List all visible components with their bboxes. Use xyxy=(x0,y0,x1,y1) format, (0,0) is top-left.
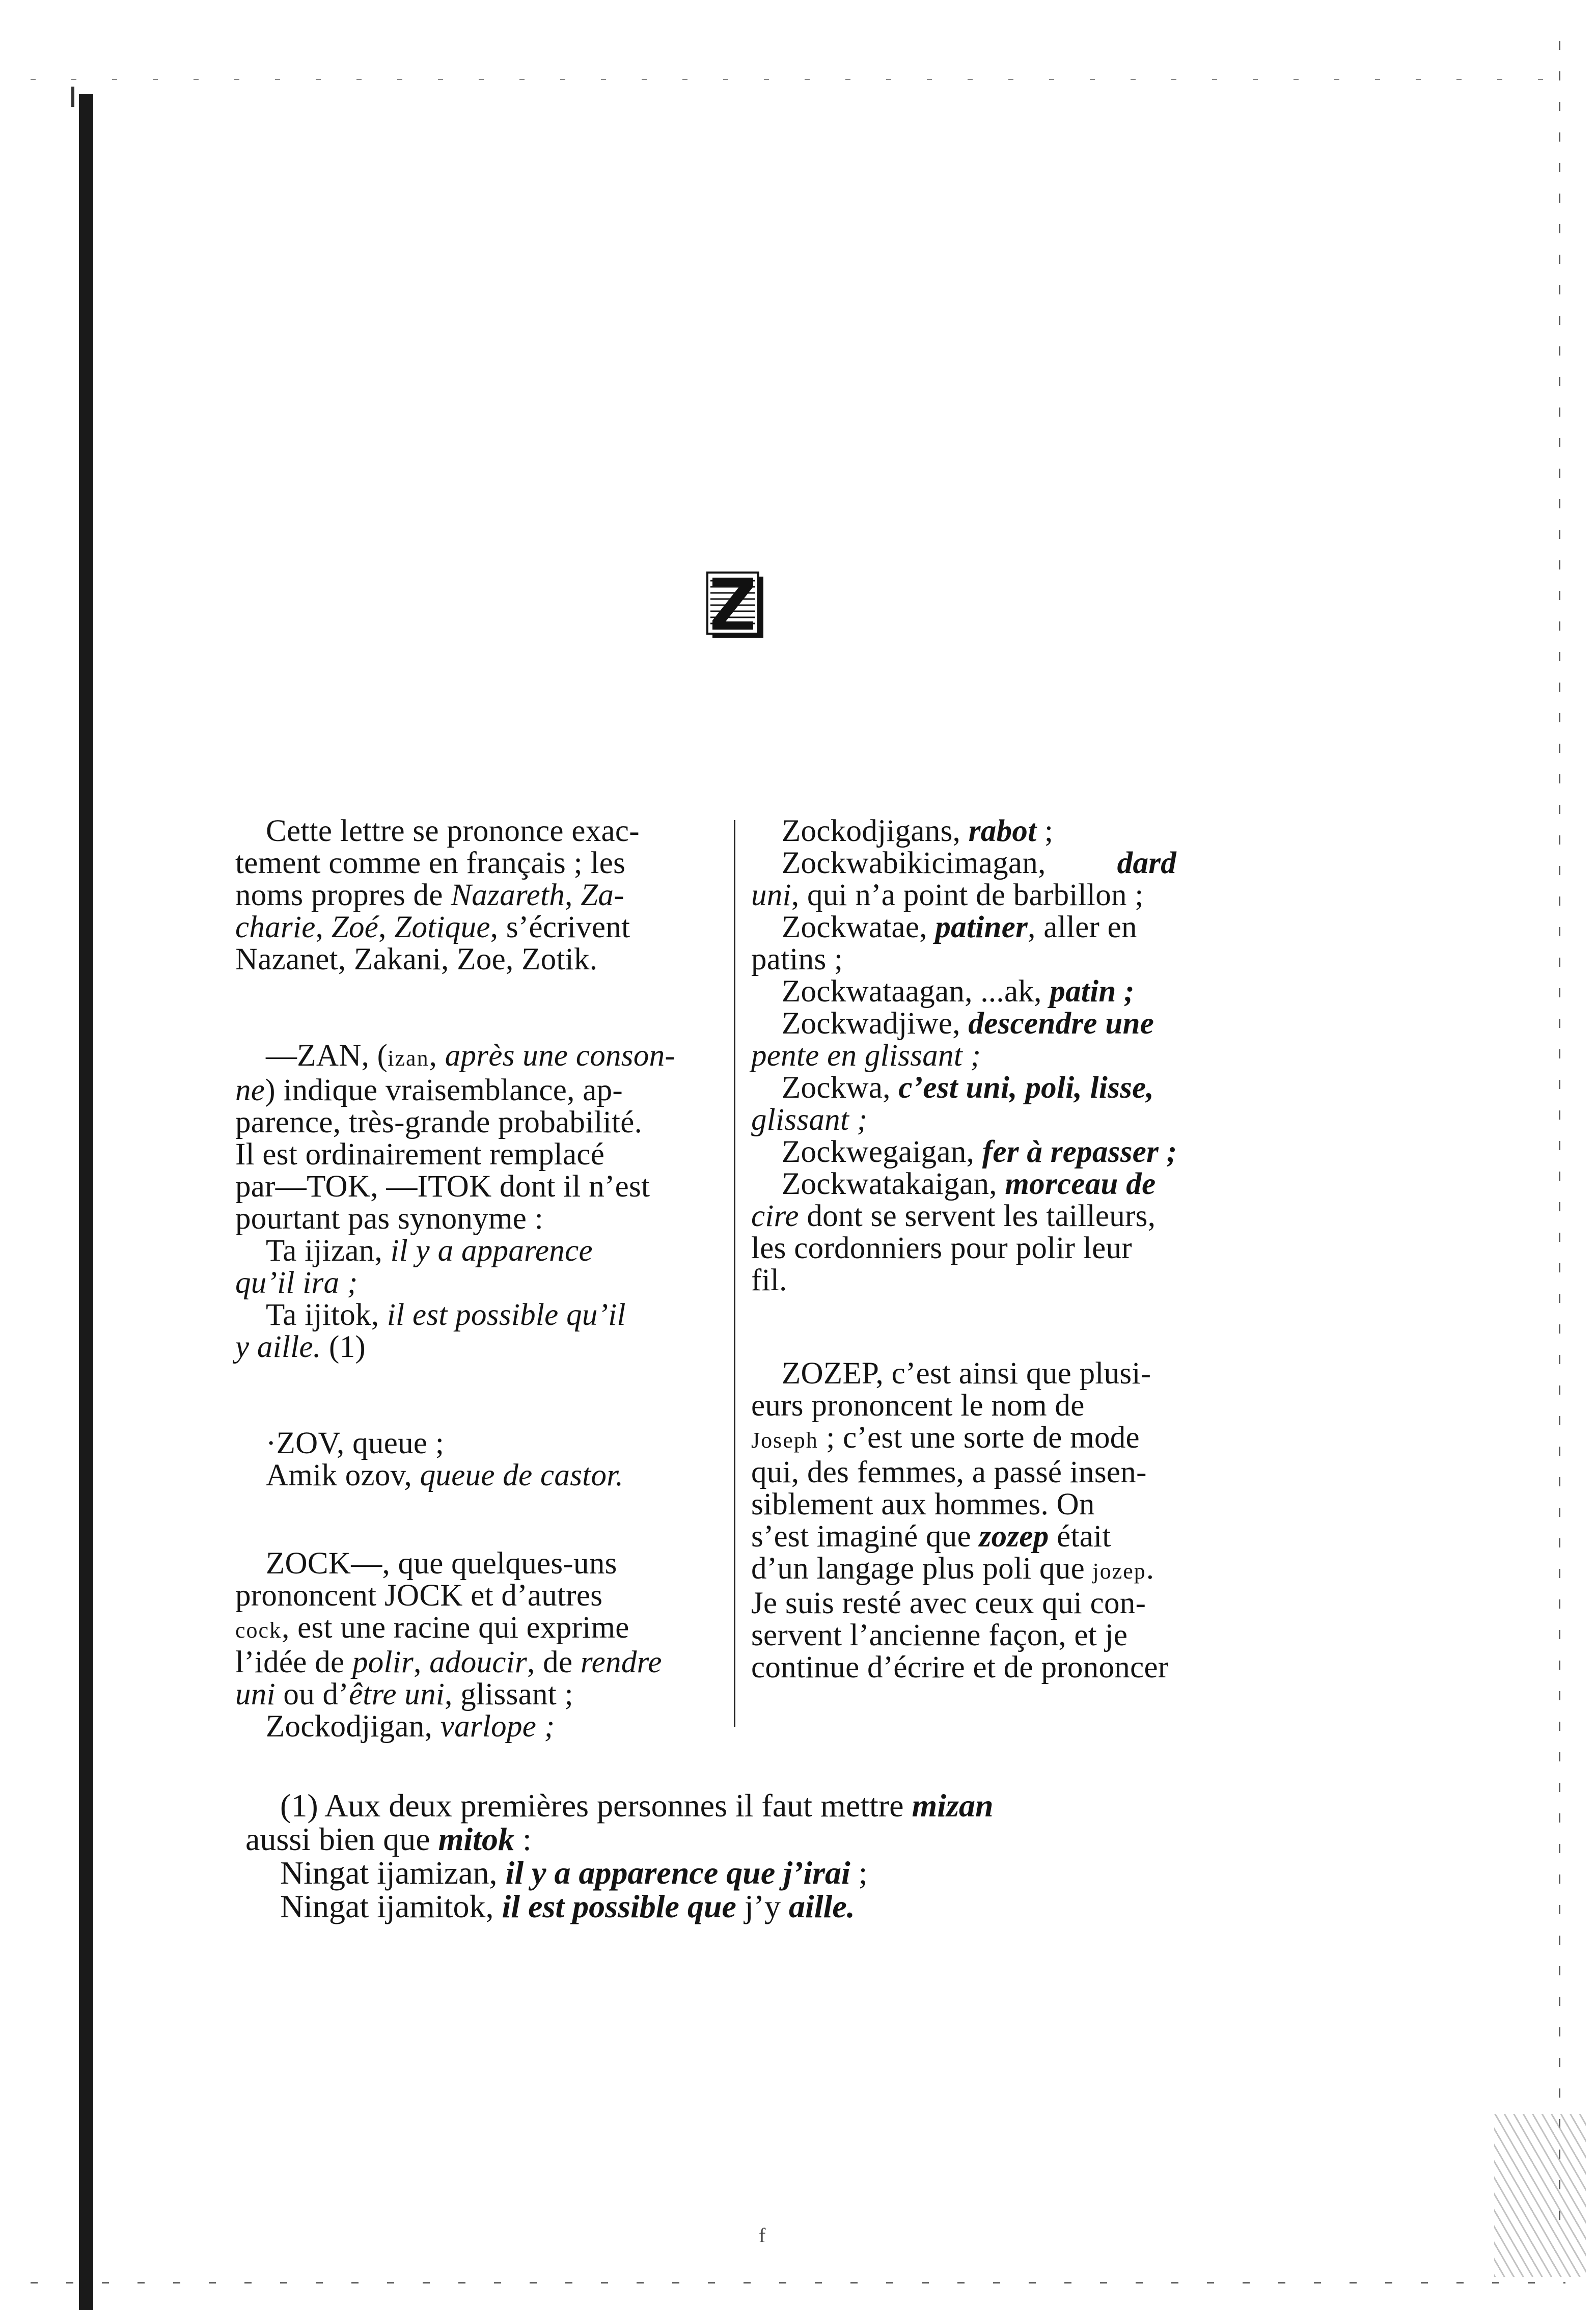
binding-edge-mark xyxy=(71,87,74,107)
entry-zozep xyxy=(751,1357,1246,1683)
entry-line: pente en glissant ; xyxy=(751,1039,981,1073)
entry-line: Zockwatae, patiner, aller en xyxy=(782,910,1137,944)
scan-noise xyxy=(1494,2114,1586,2277)
entry-line: Zockodjigans, rabot ; xyxy=(782,814,1054,848)
text-line: pourtant pas synonyme : xyxy=(235,1202,543,1236)
example-line: Zockodjigan, varlope ; xyxy=(266,1709,555,1744)
example-line: Amik ozov, queue de castor. xyxy=(266,1458,624,1492)
scan-artifact-top xyxy=(31,79,1565,80)
entry-line: Zockwadjiwe, descendre une xyxy=(782,1007,1154,1041)
spacer xyxy=(751,1296,1246,1357)
footnote xyxy=(245,1789,1254,1923)
spacer xyxy=(235,975,724,1040)
entry-heading: ZOCK—, que quelques-uns xyxy=(266,1546,617,1581)
text-line: charie, Zoé, Zotique, s’écrivent xyxy=(235,910,630,944)
footnote-text: aussi bien que mitok : xyxy=(245,1821,532,1857)
text-line: Cette lettre se prononce exac- xyxy=(266,814,640,848)
text-line: uni ou d’être uni, glissant ; xyxy=(235,1677,573,1711)
italic-name: Zotique xyxy=(394,910,490,944)
zock-derivatives xyxy=(751,815,1246,1296)
text-line: par—TOK, —ITOK dont il n’est xyxy=(235,1170,650,1204)
text-line: l’idée de polir, adoucir, de rendre xyxy=(235,1645,662,1679)
left-column xyxy=(235,815,724,1743)
entry-line: les cordonniers pour polir leur xyxy=(751,1231,1132,1265)
entry-line: cire dont se servent les tailleurs, xyxy=(751,1199,1156,1233)
italic-name: Za- xyxy=(581,878,624,912)
footnote-example: Ningat ijamitok, il est possible que j’y aille. xyxy=(280,1888,855,1924)
text-line: cock, est une racine qui exprime xyxy=(235,1611,629,1645)
entry-zan xyxy=(235,1040,724,1363)
entry-line: Zockwatakaigan, morceau de xyxy=(782,1167,1156,1201)
example-line: y aille. (1) xyxy=(235,1330,366,1364)
italic-name: Zoé xyxy=(331,910,379,944)
spacer xyxy=(235,1491,724,1547)
text-line: tement comme en français ; les xyxy=(235,846,626,880)
footnote-ref: (1) xyxy=(321,1330,366,1364)
text-line: ne) indique vraisemblance, ap- xyxy=(235,1073,623,1107)
entry-zov xyxy=(235,1427,724,1491)
intro-paragraph xyxy=(235,815,724,975)
footnote-example: Ningat ijamizan, il y a apparence que j’irai ; xyxy=(280,1855,868,1891)
svg-text:Z: Z xyxy=(733,609,735,612)
entry-line: patins ; xyxy=(751,942,843,976)
text-line: Nazanet, Zakani, Zoe, Zotik. xyxy=(235,942,598,976)
text-line: s’est imaginé que zozep était xyxy=(751,1519,1111,1554)
entry-heading: —ZAN, (izan, après une conson- xyxy=(266,1039,676,1073)
text-line: eurs prononcent le nom de xyxy=(751,1389,1085,1423)
text-line: Joseph ; c’est une sorte de mode xyxy=(751,1421,1140,1455)
right-column xyxy=(751,815,1246,1683)
text-line: prononcent JOCK et d’autres xyxy=(235,1579,603,1613)
italic-name: Nazareth xyxy=(451,878,565,912)
text-line: d’un langage plus poli que jozep. xyxy=(751,1552,1154,1586)
italic-name: charie xyxy=(235,910,316,944)
entry-heading: ·ZOV, queue ; xyxy=(266,1426,445,1460)
page-edge-right xyxy=(1559,41,1560,2231)
example-line: Ta ijitok, il est possible qu’il xyxy=(266,1298,626,1332)
example-line: Ta ijizan, il y a apparence xyxy=(266,1234,593,1268)
entry-heading: ZOZEP, c’est ainsi que plusi- xyxy=(782,1356,1151,1391)
text-line: Je suis resté avec ceux qui con- xyxy=(751,1586,1146,1620)
text-line: Il est ordinairement remplacé xyxy=(235,1137,605,1172)
footnote-text: (1) Aux deux premières personnes il faut mettre mizan xyxy=(280,1787,994,1824)
entry-line: Zockwa, c’est uni, poli, lisse, xyxy=(782,1071,1154,1105)
entry-line: Zockwabikicimagan, dard xyxy=(782,846,1177,880)
entry-line: uni, qui n’a point de barbillon ; xyxy=(751,878,1144,912)
text-line: siblement aux hommes. On xyxy=(751,1487,1095,1521)
example-line: qu’il ira ; xyxy=(235,1266,358,1300)
ornamental-letter-z xyxy=(705,570,766,641)
entry-line: fil. xyxy=(751,1263,787,1297)
text-line: servent l’ancienne façon, et je xyxy=(751,1618,1128,1652)
text-line: continue d’écrire et de prononcer xyxy=(751,1650,1169,1684)
entry-zock xyxy=(235,1547,724,1743)
scan-artifact-bottom xyxy=(31,2282,1565,2284)
entry-line: Zockwegaigan, fer à repasser ; xyxy=(782,1135,1177,1169)
spacer xyxy=(235,1363,724,1427)
binding-edge xyxy=(79,94,93,2310)
entry-line: glissant ; xyxy=(751,1103,868,1137)
page-mark: f xyxy=(759,2224,766,2247)
text-line: qui, des femmes, a passé insen- xyxy=(751,1455,1147,1489)
text-line: noms propres de Nazareth, Za- xyxy=(235,878,624,912)
column-divider xyxy=(734,820,735,1727)
text-line: parence, très-grande probabilité. xyxy=(235,1105,643,1139)
entry-line: Zockwataagan, ...ak, patin ; xyxy=(782,974,1135,1009)
